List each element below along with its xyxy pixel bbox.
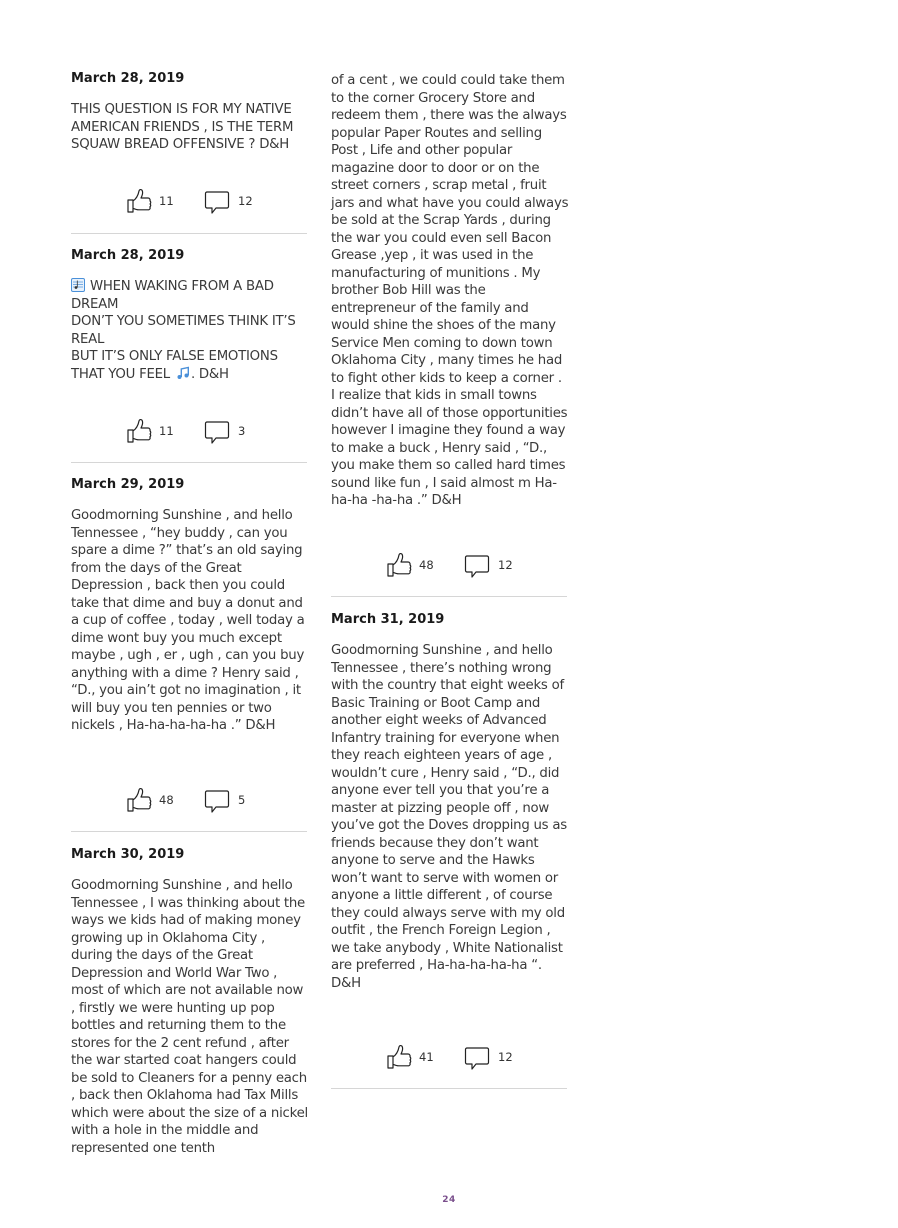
comment-count: 12 (238, 194, 253, 208)
thumbs-up-icon[interactable] (126, 188, 152, 214)
thumbs-up-icon[interactable] (126, 787, 152, 813)
post-reactions (331, 550, 567, 580)
comment-count: 12 (498, 1050, 513, 1064)
comment-icon[interactable] (204, 788, 230, 814)
divider (71, 462, 307, 463)
divider (331, 596, 567, 597)
post-reactions (71, 416, 307, 446)
divider (71, 831, 307, 832)
comment-icon[interactable] (204, 419, 230, 445)
post-body: Goodmorning Sunshine , and hello Tennessee , I was thinking about the ways we kids had of making money growing up in Oklahoma City , during the days of the Great Depression and World War Two , most of which are not available now , firstly we were hunting up pop bottles and returning them to the stores for the 2 cent refund , after the war started coat hangers could be sold to Cleaners for a penny each , back then Oklahoma had Tax Mills which were about the size of a nickel with a hole in the middle and represented one tenth (71, 878, 308, 1156)
musical-notes-icon (176, 366, 190, 380)
post-body: Goodmorning Sunshine , and hello Tennessee , there’s nothing wrong with the country that eight weeks of Basic Training or Boot Camp and another eight weeks of Advanced Infantry training for everyone when they reach eighteen years of age , wouldn’t cure , Henry said , “D., did anyone ever tell you that you’re a master at pizzing people off , now you’ve got the Doves dropping us as friends because they don’t want anyone to serve and the Hawks won’t want to serve with women or anyone a little different , of course they could always serve with my old outfit , the French Foreign Legion , we take anybody , White Nationalist are preferred , Ha-ha-ha-ha-ha “. D&H (331, 643, 567, 991)
page-number: 24 (442, 1195, 456, 1205)
divider (331, 1088, 567, 1089)
like-count: 11 (159, 194, 174, 208)
post-date: March 28, 2019 (71, 71, 185, 86)
post-body: THIS QUESTION IS FOR MY NATIVE AMERICAN FRIENDS , IS THE TERM SQUAW BREAD OFFENSIVE ? D&H (71, 102, 294, 152)
post-date: March 31, 2019 (331, 612, 445, 627)
post-body: Goodmorning Sunshine , and hello Tennessee , “hey buddy , can you spare a dime ?” that’s an old saying from the days of the Great Depression , back then you could take that dime and buy a donut and a cup of coffee , today , well today a dime wont buy you much except maybe , ugh , er , ugh , can you buy anything with a dime ? Henry said , “D., you ain’t got no imagination , it will buy you ten pennies or two nickels , Ha-ha-ha-ha-ha .” D&H (71, 508, 305, 733)
post-date: March 29, 2019 (71, 477, 185, 492)
comment-icon[interactable] (464, 553, 490, 579)
like-count: 48 (159, 793, 174, 807)
comment-count: 5 (238, 793, 246, 807)
post-body-text: WHEN WAKING FROM A BAD DREAM DON’T YOU SOMETIMES THINK IT’S REAL BUT IT’S ONLY FALSE EMOTIONS THAT YOU FEEL (71, 279, 296, 382)
like-count: 41 (419, 1050, 434, 1064)
post-reactions (71, 785, 307, 815)
like-count: 48 (419, 558, 434, 572)
post-date: March 28, 2019 (71, 248, 185, 263)
comment-icon[interactable] (204, 189, 230, 215)
post-body: of a cent , we could could take them to the corner Grocery Store and redeem them , there was the always popular Paper Routes and selling Post , Life and other popular magazine door to door or on the street corners , scrap metal , fruit jars and what have you could always be sold at the Scrap Yards , during the war you could even sell Bacon Grease ,yep , it was used in the manufacturing of munitions . My brother Bob Hill was the entrepreneur of the family and would shine the shoes of the many Service Men coming to down town Oklahoma City , many times he had to fight other kids to keep a corner . I realize that kids in small towns didn’t have all of those opportunities however I imagine they found a way to make a buck , Henry said , “D., you make them so called hard times sound like fun , I said almost m Ha-ha-ha -ha-ha .” D&H (331, 73, 569, 508)
comment-icon[interactable] (464, 1045, 490, 1071)
post-body (71, 278, 309, 383)
thumbs-up-icon[interactable] (386, 552, 412, 578)
post-reactions (71, 186, 307, 216)
comment-count: 12 (498, 558, 513, 572)
like-count: 11 (159, 424, 174, 438)
comment-count: 3 (238, 424, 246, 438)
divider (71, 233, 307, 234)
thumbs-up-icon[interactable] (386, 1044, 412, 1070)
musical-score-icon (71, 278, 85, 292)
post-date: March 30, 2019 (71, 847, 185, 862)
thumbs-up-icon[interactable] (126, 418, 152, 444)
post-reactions (331, 1042, 567, 1072)
post-body-end: . D&H (190, 366, 229, 382)
